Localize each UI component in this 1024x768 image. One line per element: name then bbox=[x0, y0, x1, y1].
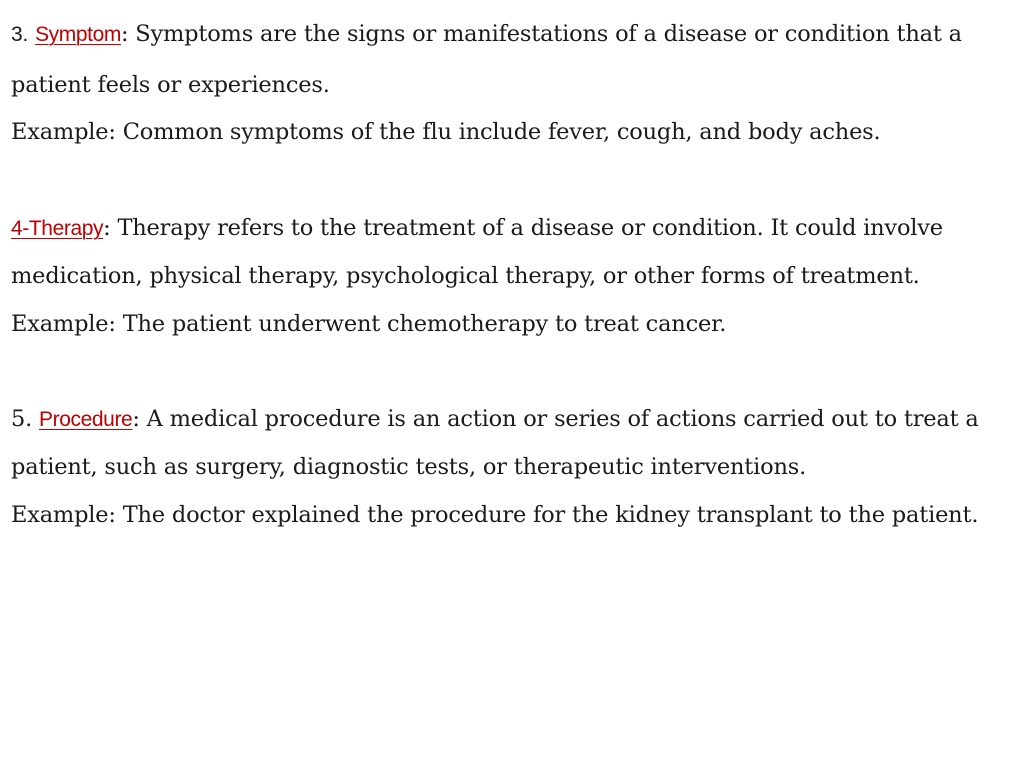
section-number: 3. bbox=[11, 23, 29, 46]
therapy-definition-line1 bbox=[11, 215, 943, 241]
symptom-example: Example: Common symptoms of the flu include fever, cough, and body aches. bbox=[11, 119, 881, 145]
procedure-definition-line1 bbox=[11, 406, 979, 432]
definition-text: : A medical procedure is an action or series of actions carried out to treat a bbox=[132, 406, 979, 432]
section-number: 5. bbox=[11, 406, 33, 432]
procedure-definition-line2: patient, such as surgery, diagnostic tests, or therapeutic interventions. bbox=[11, 454, 807, 480]
procedure-example: Example: The doctor explained the procedure for the kidney transplant to the patient. bbox=[11, 502, 979, 528]
term-therapy: 4-Therapy bbox=[11, 217, 104, 240]
term-procedure: Procedure bbox=[39, 408, 133, 431]
therapy-definition-line2: medication, physical therapy, psychological therapy, or other forms of treatment. bbox=[11, 263, 920, 289]
symptom-definition-line2: patient feels or experiences. bbox=[11, 72, 330, 98]
term-symptom: Symptom bbox=[35, 23, 121, 46]
therapy-example: Example: The patient underwent chemotherapy to treat cancer. bbox=[11, 311, 727, 337]
definition-text: : Therapy refers to the treatment of a disease or condition. It could involve bbox=[103, 215, 943, 241]
symptom-definition-line1 bbox=[11, 21, 962, 47]
definition-text: : Symptoms are the signs or manifestations of a disease or condition that a bbox=[120, 21, 962, 47]
